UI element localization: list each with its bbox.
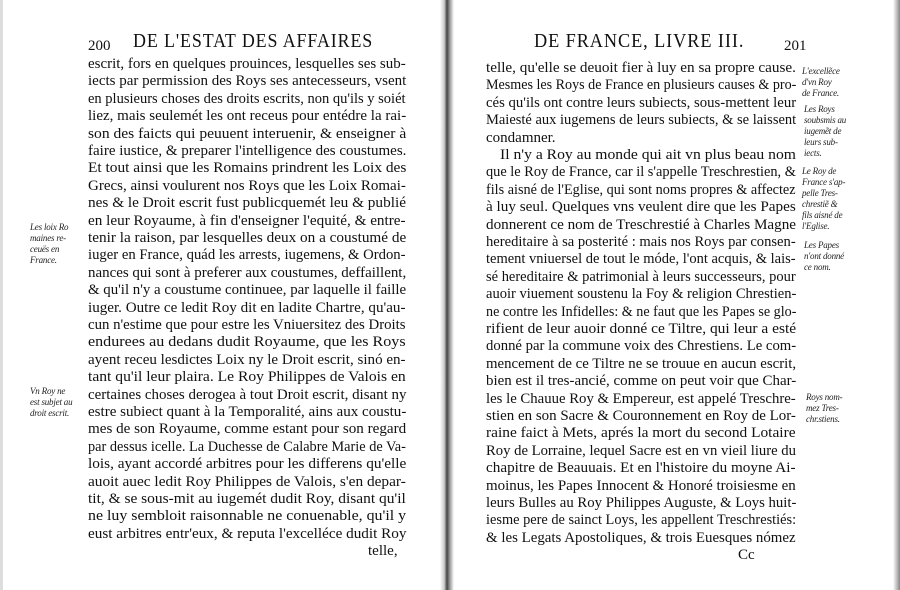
margin-note-line: pelle Tres- xyxy=(802,188,838,198)
text-line: Il n'y a Roy au monde qui ait vn plus beau nom xyxy=(500,147,796,163)
left-page xyxy=(0,0,440,590)
text-line: les le Chauue Roy & Empereur, est appelé Treschre- xyxy=(486,390,796,407)
text-line: cés qu'ils ont contre leurs subiects, sous-mettent leur xyxy=(486,94,797,111)
text-line: ayent receu lesdictes Loix ny le Droit escrit, sinó en- xyxy=(88,351,406,368)
text-line: moinus, les Papes Innocent & Honoré troisiesme en xyxy=(486,477,796,494)
running-head: DE L'ESTAT DES AFFAIRES xyxy=(133,30,374,52)
text-line: liez, mais seulemét les ont receus pour entédre la rai- xyxy=(88,108,407,125)
text-line: tement vniuersel de tout le móde, l'ont acquis, & lais- xyxy=(486,251,796,268)
text-line: tenir la raison, par lesquelles deux on a coustumé de xyxy=(88,230,407,246)
margin-note-line: Le Roy de xyxy=(802,166,837,176)
text-line: telle, qu'elle se deuoit fier à luy en sa propre cause. xyxy=(486,60,796,76)
text-line: rifient de leur auoir donné ce Tiltre, qui leur a esté xyxy=(486,321,797,337)
text-line: eust arbitres entr'eux, & reputa l'excelléce dudit Roy xyxy=(88,525,407,542)
text-line: à luy seul. Quelques vns veulent dire que les Papes xyxy=(486,199,796,216)
margin-note-line: n'ont donné xyxy=(804,251,844,261)
text-line: certaines choses derogea à tout Droit escrit, disant ny xyxy=(88,386,407,403)
text-line: auoit auec ledit Roy Philippes de Valois, s'en depar- xyxy=(88,473,406,490)
margin-note xyxy=(30,386,72,419)
margin-note-line: ce nom. xyxy=(804,262,831,272)
text-line: tant qu'il leur plaira. Le Roy Philippes de Valois en xyxy=(88,369,406,386)
margin-note-line: France s'ap- xyxy=(802,177,846,187)
margin-note-line: Les loix Ro xyxy=(30,222,69,232)
margin-note xyxy=(806,392,842,425)
margin-note xyxy=(804,240,844,273)
text-line: que le Roy de France, car il s'appelle Treschrestien, & xyxy=(486,164,796,181)
page-number: 201 xyxy=(784,38,807,54)
text-line: Et tout ainsi que les Romains prindrent les Loix des xyxy=(88,160,407,177)
margin-note xyxy=(802,66,840,99)
text-line: donné par la commune voix des Chrestiens. Le com- xyxy=(486,338,797,355)
text-line: bien est il tres-ancié, comme on peut voir que Char- xyxy=(486,373,797,390)
text-line: ne luy sembloit raisonnable ne conuenable, qu'il y xyxy=(88,508,407,525)
text-line: nances qui sont à preferer aux coustumes, deffaillent, xyxy=(88,264,407,281)
text-line: Mesmes les Roys de France en plusieurs causes & pro- xyxy=(486,77,797,94)
signature-mark: Cc xyxy=(738,547,755,564)
text-line: iuger. Outre ce ledit Roy dit en ladite Chartre, qu'au- xyxy=(88,299,406,316)
margin-note-line: de France. xyxy=(802,88,839,98)
text-line: par dessus icelle. La Duchesse de Calabre Marie de Va- xyxy=(88,438,406,455)
text-line: son des faicts qui peuuent interuenir, & enseigner à xyxy=(88,125,407,142)
text-line: iects par permission des Roys ses antecesseurs, vsent xyxy=(88,73,407,90)
text-line: & les Legats Apostoliques, & trois Euesques nómez xyxy=(486,529,796,546)
text-line: ne contre les Infidelles: & ne faut que les Papes se glo- xyxy=(486,303,797,320)
margin-note-line: Les Roys xyxy=(804,104,835,114)
text-line: escrit, fors en quelques prouinces, lesquelles ses sub- xyxy=(88,56,406,72)
text-line: Grecs, ainsi voulurent nos Roys que les Loix Romai- xyxy=(88,177,406,194)
margin-note-line: chrestiẽ & xyxy=(802,199,838,209)
margin-note xyxy=(804,104,846,159)
text-line: mencement de ce Tiltre ne se trouue en aucun escrit, xyxy=(486,355,797,372)
text-line: chapitre de Beauuais. Et en l'histoire du moyne Ai- xyxy=(486,460,796,477)
margin-note-line: d'vn Roy xyxy=(802,77,832,87)
margin-note xyxy=(802,166,845,232)
text-line: en plusieurs choses des droits escrits, non qu'ils y soiét xyxy=(88,90,406,107)
margin-note-line: ceuës en xyxy=(30,244,60,254)
margin-note-line: mez Tres- xyxy=(806,403,839,413)
margin-note-line: Vn Roy ne xyxy=(30,386,66,396)
text-line: en leur Royaume, à fin d'enseigner l'equité, & entre- xyxy=(88,212,406,229)
book-gutter xyxy=(440,0,454,590)
text-line: faire iustice, & preparer l'intelligence des coustumes. xyxy=(88,143,407,159)
margin-note-line: L'excellẽce xyxy=(802,66,840,76)
margin-note xyxy=(30,222,68,266)
text-line: hereditaire à sa posterité : mais nos Roys par consen- xyxy=(486,234,796,250)
text-line: raine faict à Mets, aprés la mort du second Lotaire xyxy=(486,425,796,442)
margin-note-line: est subjet au xyxy=(30,397,73,407)
running-head: DE FRANCE, LIVRE III. xyxy=(534,30,745,52)
text-line: iuger en France, quád les arrests, iugemens, & Ordon- xyxy=(88,247,406,264)
text-line: estre subiect quant à la Temporalité, ains aux coustu- xyxy=(88,404,407,420)
text-line: cun n'estime que pour estre les Vniuersitez des Droits xyxy=(88,317,406,333)
margin-note-line: iects. xyxy=(804,148,822,158)
right-page xyxy=(454,0,900,590)
margin-note-line: iugemẽt de xyxy=(804,126,842,136)
text-line: endurees au dedans dudit Royaume, que les Roys xyxy=(88,334,406,351)
text-line: & qu'il n'y a coustume continuee, par laquelle il faille xyxy=(88,282,407,299)
page-number: 200 xyxy=(88,38,111,54)
text-line: lois, ayant accordé arbitres pour les differens qu'elle xyxy=(88,456,407,473)
text-line: sé hereditaire & patrimonial à leurs successeurs, pour xyxy=(486,268,796,285)
text-line: iesme pere de sainct Loys, les appellent Treschrestiés: xyxy=(486,512,797,529)
margin-note-line: Les Papes xyxy=(804,240,839,250)
text-line: condamner. xyxy=(486,129,556,146)
margin-note-line: leurs sub- xyxy=(804,137,838,147)
text-line: leurs Bulles au Roy Philippes Auguste, & Loys huit- xyxy=(486,495,797,511)
margin-note-line: chr.stiens. xyxy=(806,414,840,424)
margin-note-line: Roys nom- xyxy=(806,392,843,402)
margin-note-line: fils aisné de xyxy=(802,210,843,220)
text-line: Maiesté aux iugemens de leurs subiects, & se laissent xyxy=(486,112,797,129)
text-line: Roy de Lorraine, lequel Sacre est en vn vieil liure du xyxy=(486,442,796,459)
text-line: mes de son Royaume, comme estant pour son regard xyxy=(88,421,407,438)
margin-note-line: France. xyxy=(30,255,57,265)
catchword: telle, xyxy=(368,543,398,560)
text-line: auoir viuement soustenu la Foy & religion Chrestien- xyxy=(486,286,797,303)
margin-note-line: soubsmis au xyxy=(804,115,847,125)
text-line: donnerent ce nom de Treschrestié à Charles Magne xyxy=(486,216,797,233)
text-line: tit, & se sous-mit au iugemét dudit Roy, disant qu'il xyxy=(88,491,406,507)
margin-note-line: droit escrit. xyxy=(30,408,70,418)
text-line: fils aisné de l'Eglise, qui sont noms propres & affectez xyxy=(486,181,796,198)
text-line: stien en son Sacre & Couronnement en Roy de Lor- xyxy=(486,408,796,424)
margin-note-line: l'Eglise. xyxy=(802,221,830,231)
margin-note-line: maines re- xyxy=(30,233,66,243)
text-line: nes & le Droit escrit fust publicquemét leu & publié xyxy=(88,195,407,212)
